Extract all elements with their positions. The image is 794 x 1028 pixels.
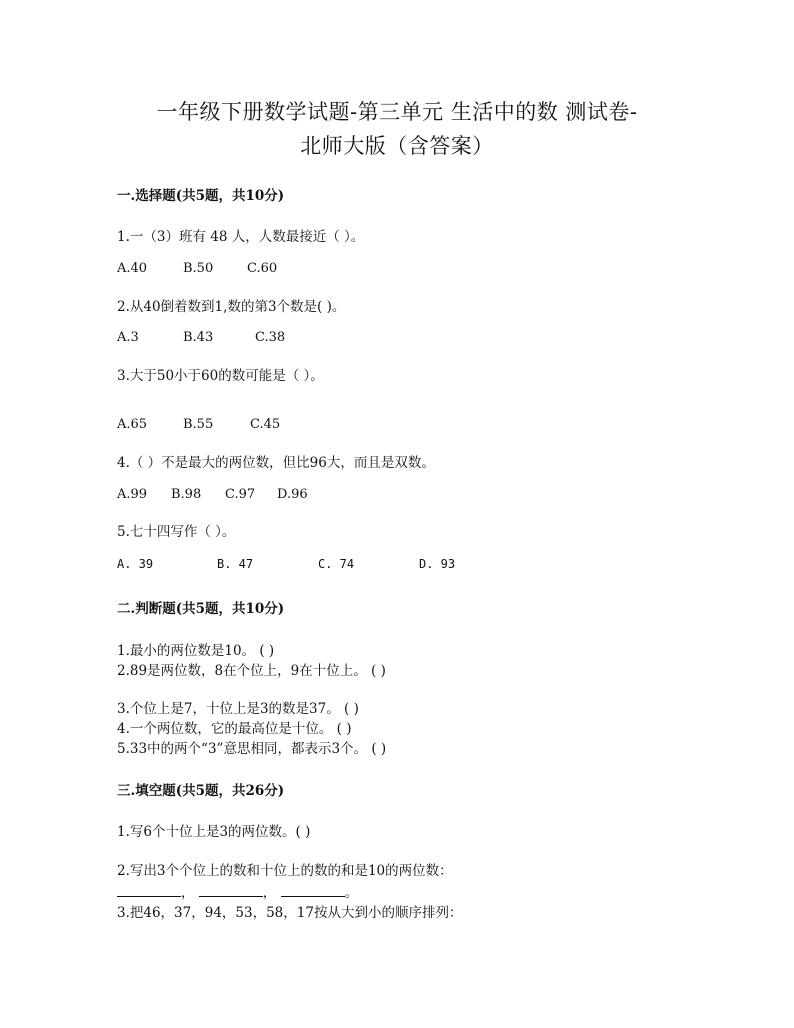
- question-1-4-option-d: D.96: [277, 487, 308, 502]
- judgement-item-4: 4.一个两位数，它的最高位是十位。 ( ): [117, 721, 352, 737]
- question-1-4-option-c: C.97: [225, 487, 256, 502]
- judgement-item-3: 3.个位上是7，十位上是3的数是37。 ( ): [117, 701, 359, 717]
- question-1-2-option-a: A.3: [117, 330, 139, 345]
- section-2-heading: 二.判断题(共5题，共10分): [117, 601, 285, 617]
- question-1-4-option-b: B.98: [171, 487, 202, 502]
- question-1-1: 1.一（3）班有 48 人，人数最接近（ ）。: [117, 229, 365, 245]
- document-title-line-1: 一年级下册数学试题-第三单元 生活中的数 测试卷-: [156, 100, 638, 124]
- question-1-1-option-c: C.60: [247, 261, 278, 276]
- question-1-5-option-a: A. 39: [117, 557, 154, 571]
- question-1-5-option-b: B. 47: [217, 557, 254, 571]
- question-1-5-option-d: D. 93: [419, 557, 456, 571]
- answer-separator-1: ，: [181, 885, 195, 901]
- answer-end-mark: 。: [344, 885, 359, 901]
- question-1-2-option-b: B.43: [183, 330, 214, 345]
- question-1-1-option-a: A.40: [117, 261, 148, 276]
- answer-blank-2[interactable]: [199, 884, 263, 897]
- judgement-item-5: 5.33中的两个“3”意思相同，都表示3个。 ( ): [117, 741, 387, 757]
- question-1-2-option-c: C.38: [255, 330, 286, 345]
- answer-blank-1[interactable]: [117, 884, 181, 897]
- fill-question-3: 3.把46，37，94，53，58，17按从大到小的顺序排列：: [117, 905, 463, 921]
- question-1-3-option-c: C.45: [250, 417, 281, 432]
- answer-separator-2: ，: [262, 885, 277, 901]
- judgement-item-2: 2.89是两位数，8在个位上，9在十位上。 ( ): [117, 663, 386, 679]
- section-1-heading: 一.选择题(共5题，共10分): [117, 188, 285, 204]
- question-1-1-option-b: B.50: [183, 261, 214, 276]
- document-title-line-2: 北师大版（含答案）: [300, 134, 494, 158]
- fill-question-2-answer-row: [117, 881, 358, 901]
- question-1-5: 5.七十四写作（ ）。: [117, 524, 236, 540]
- question-1-3-option-b: B.55: [183, 417, 214, 432]
- answer-blank-3[interactable]: [281, 884, 345, 897]
- question-1-4-option-a: A.99: [117, 487, 148, 502]
- judgement-item-1: 1.最小的两位数是10。 ( ): [117, 643, 275, 659]
- question-1-4: 4.（ ）不是最大的两位数，但比96大，而且是双数。: [117, 455, 435, 471]
- question-1-5-option-c: C. 74: [318, 557, 355, 571]
- question-1-3-option-a: A.65: [117, 417, 148, 432]
- fill-question-1: 1.写6个十位上是3的两位数。( ): [117, 824, 311, 840]
- question-1-3: 3.大于50小于60的数可能是（ ）。: [117, 368, 324, 384]
- question-1-2: 2.从40倒着数到1,数的第3个数是( )。: [117, 299, 346, 315]
- section-3-heading: 三.填空题(共5题，共26分): [117, 783, 285, 799]
- fill-question-2: 2.写出3个个位上的数和十位上的数的和是10的两位数：: [117, 863, 453, 879]
